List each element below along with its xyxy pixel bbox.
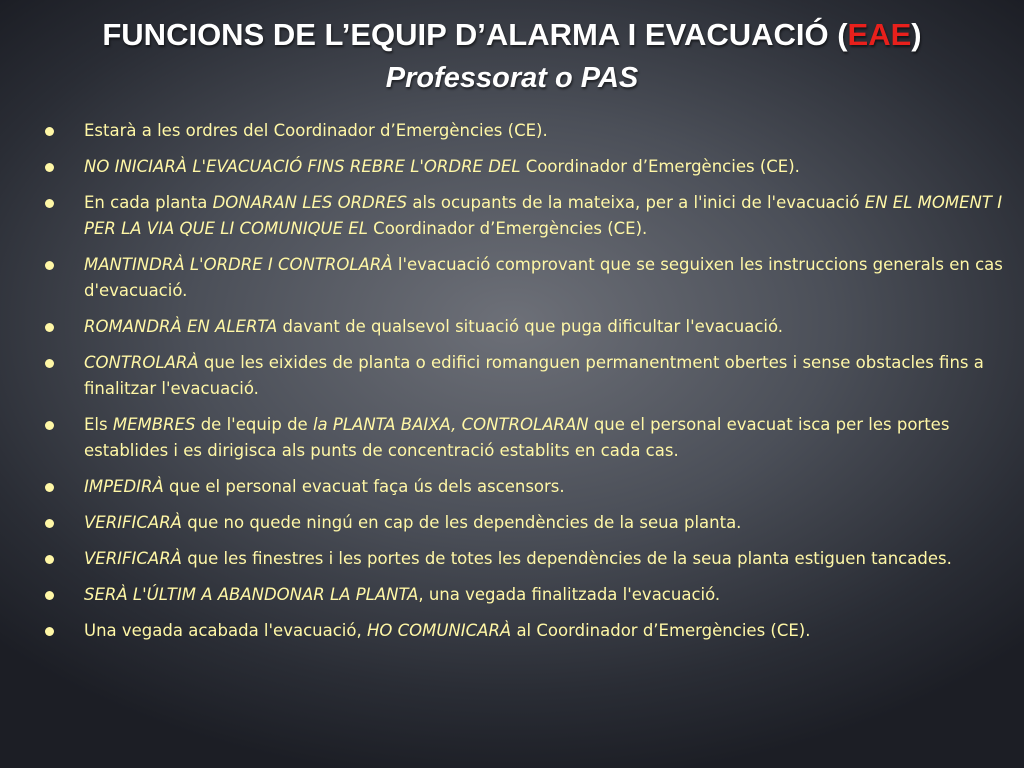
bullet-text: als ocupants de la mateixa, per a l'inici de l'evacuació bbox=[407, 193, 865, 212]
slide-subtitle: Professorat o PAS bbox=[385, 62, 639, 94]
bullet-emphasis-text: EN EL MOMENT I PER LA VIA QUE LI COMUNIQUE EL bbox=[84, 193, 1003, 238]
bullet-item bbox=[44, 252, 1010, 304]
slide-title bbox=[0, 16, 1024, 54]
bullet-dot-icon bbox=[45, 323, 54, 332]
bullet-emphasis-text: ROMANDRÀ EN ALERTA bbox=[84, 317, 278, 336]
title-suffix: ) bbox=[911, 17, 922, 52]
bullet-dot-icon bbox=[45, 483, 54, 492]
bullet-emphasis-text: NO INICIARÀ L'EVACUACIÓ FINS REBRE L'ORDRE DEL bbox=[84, 157, 521, 176]
bullet-dot-icon bbox=[45, 519, 54, 528]
bullet-list bbox=[44, 118, 1010, 654]
bullet-dot-icon bbox=[45, 127, 54, 136]
bullet-text: Estarà a les ordres del Coordinador d’Emergències (CE). bbox=[84, 121, 548, 140]
bullet-item bbox=[44, 618, 1010, 644]
bullet-dot-icon bbox=[45, 555, 54, 564]
bullet-item bbox=[44, 510, 1010, 536]
bullet-item bbox=[44, 474, 1010, 500]
bullet-item bbox=[44, 190, 1010, 242]
bullet-emphasis-text: MEMBRES bbox=[112, 415, 196, 434]
bullet-text: Coordinador d’Emergències (CE). bbox=[520, 157, 800, 176]
bullet-emphasis-text: la PLANTA BAIXA, CONTROLARAN bbox=[312, 415, 589, 434]
bullet-item bbox=[44, 118, 1010, 144]
bullet-text: Els bbox=[84, 415, 113, 434]
bullet-emphasis-text: HO COMUNICARÀ bbox=[366, 621, 512, 640]
bullet-emphasis-text: MANTINDRÀ L'ORDRE I CONTROLARÀ bbox=[84, 255, 393, 274]
bullet-dot-icon bbox=[45, 359, 54, 368]
bullet-item bbox=[44, 314, 1010, 340]
bullet-emphasis-text: DONARAN LES ORDRES bbox=[212, 193, 408, 212]
bullet-item bbox=[44, 582, 1010, 608]
bullet-text: l'evacuació comprovant que se seguixen les instruccions generals en cas d'evacuació. bbox=[84, 255, 1003, 300]
bullet-dot-icon bbox=[45, 627, 54, 636]
bullet-item bbox=[44, 546, 1010, 572]
bullet-dot-icon bbox=[45, 163, 54, 172]
bullet-text: que no quede ningú en cap de les dependències de la seua planta. bbox=[181, 513, 742, 532]
bullet-emphasis-text: SERÀ L'ÚLTIM A ABANDONAR LA PLANTA bbox=[84, 585, 419, 604]
bullet-dot-icon bbox=[45, 591, 54, 600]
bullet-dot-icon bbox=[45, 199, 54, 208]
bullet-item bbox=[44, 154, 1010, 180]
bullet-text: Una vegada acabada l'evacuació, bbox=[84, 621, 367, 640]
bullet-text: que les finestres i les portes de totes les dependències de la seua planta estiguen tancades. bbox=[181, 549, 952, 568]
bullet-emphasis-text: VERIFICARÀ bbox=[84, 549, 182, 568]
bullet-text: al Coordinador d’Emergències (CE). bbox=[511, 621, 811, 640]
title-accent: EAE bbox=[847, 17, 912, 52]
bullet-text: que el personal evacuat faça ús dels ascensors. bbox=[163, 477, 565, 496]
bullet-text: de l'equip de bbox=[195, 415, 313, 434]
bullet-emphasis-text: VERIFICARÀ bbox=[84, 513, 182, 532]
bullet-item bbox=[44, 350, 1010, 402]
bullet-text: que les eixides de planta o edifici romanguen permanentment obertes i sense obstacles fins a finalitzar l'evacuació. bbox=[84, 353, 984, 398]
bullet-text: Coordinador d’Emergències (CE). bbox=[367, 219, 648, 238]
bullet-text: , una vegada finalitzada l'evacuació. bbox=[418, 585, 721, 604]
bullet-emphasis-text: IMPEDIRÀ bbox=[84, 477, 164, 496]
bullet-text: davant de qualsevol situació que puga dificultar l'evacuació. bbox=[277, 317, 784, 336]
bullet-text: En cada planta bbox=[84, 193, 213, 212]
title-text: FUNCIONS DE L’EQUIP D’ALARMA I EVACUACIÓ ( bbox=[102, 17, 848, 52]
bullet-item bbox=[44, 412, 1010, 464]
bullet-dot-icon bbox=[45, 421, 54, 430]
bullet-dot-icon bbox=[45, 261, 54, 270]
bullet-emphasis-text: CONTROLARÀ bbox=[84, 353, 199, 372]
bullet-text: que el personal evacuat isca per les portes establides i es dirigisca als punts de concentració establits en cada cas. bbox=[84, 415, 950, 460]
